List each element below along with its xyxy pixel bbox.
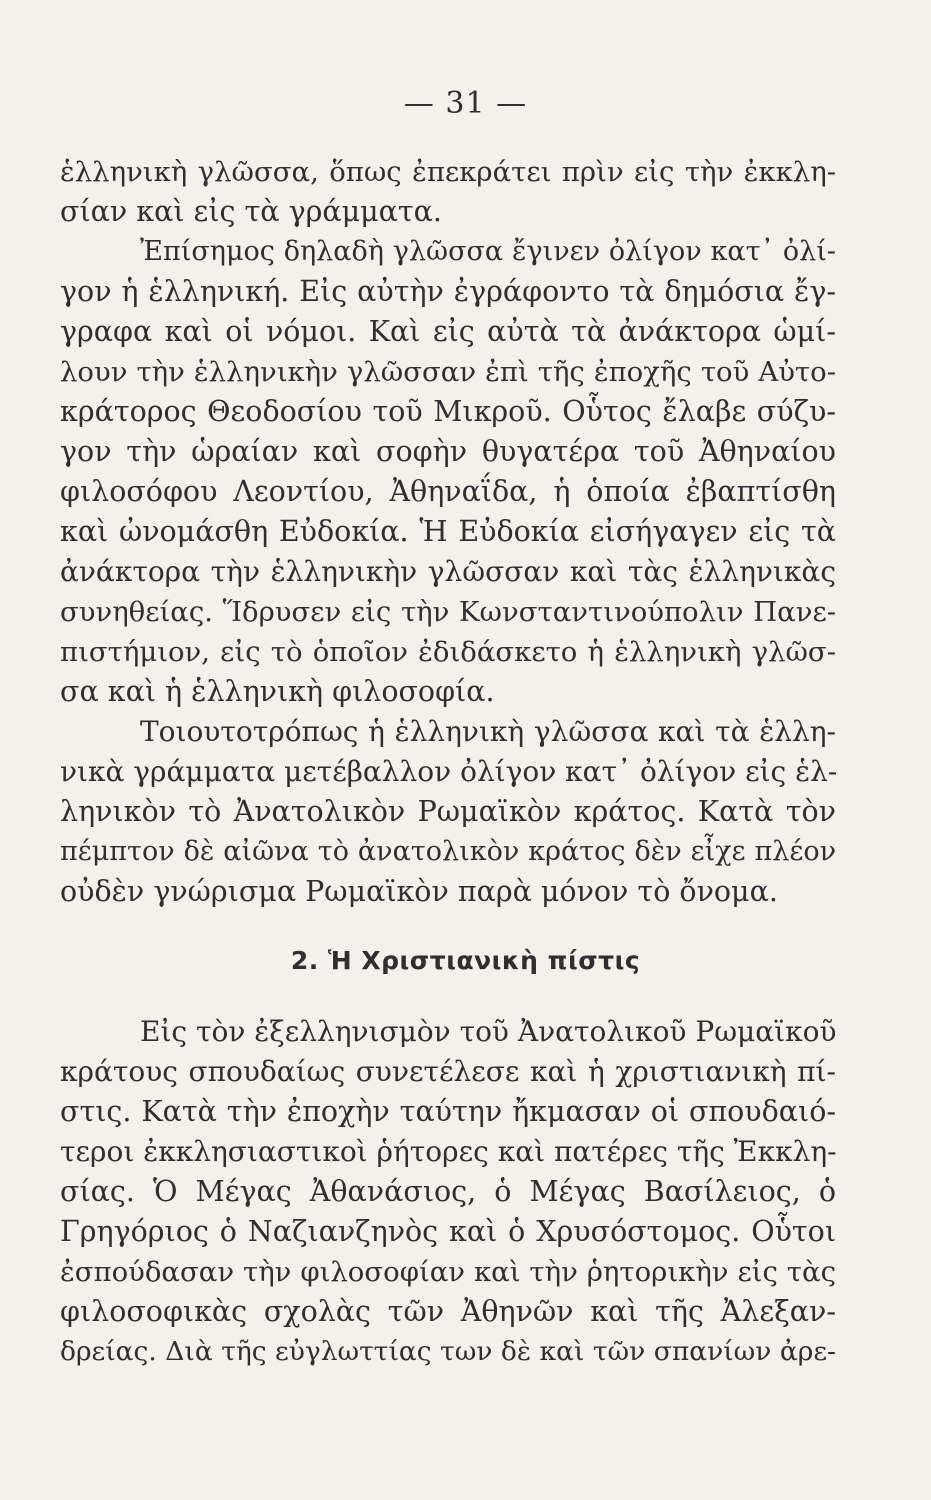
text-line: γον τὴν ὡραίαν καὶ σοφὴν θυγατέρα τοῦ Ἀθηναίου xyxy=(60,435,836,468)
text-line: Τοιουτοτρόπως ἡ ἑλληνικὴ γλῶσσα καὶ τὰ ἑλλη- xyxy=(140,715,836,748)
text-line: οὐδὲν γνώρισμα Ρωμαϊκὸν παρὰ μόνον τὸ ὄνομα. xyxy=(60,875,778,908)
page-number: — 31 — xyxy=(403,86,528,121)
text-line: ἐσπούδασαν τὴν φιλοσοφίαν καὶ τὴν ῥητορικὴν εἰς τὰς xyxy=(60,1256,836,1288)
text-line: καὶ ὠνομάσθη Εὐδοκία. Ἡ Εὐδοκία εἰσήγαγεν εἰς τὰ xyxy=(60,515,836,548)
text-line: σα καὶ ἡ ἑλληνικὴ φιλοσοφία. xyxy=(60,675,495,708)
text-line: γον ἡ ἑλληνική. Εἰς αὐτὴν ἐγράφοντο τὰ δημόσια ἔγ- xyxy=(60,275,836,308)
text-line: ἑλληνικὴ γλῶσσα, ὅπως ἐπεκράτει πρὶν εἰς τὴν ἐκκλη- xyxy=(60,156,836,188)
text-line: γραφα καὶ οἱ νόμοι. Καὶ εἰς αὐτὰ τὰ ἀνάκτορα ὡμί- xyxy=(60,315,836,348)
text-line: συνηθείας. Ἵδρυσεν εἰς τὴν Κωνσταντινούπολιν Πανε- xyxy=(60,596,836,628)
text-line: κράτους σπουδαίως συνετέλεσε καὶ ἡ χριστιανικὴ πί- xyxy=(60,1055,836,1088)
text-line: ληνικὸν τὸ Ἀνατολικὸν Ρωμαϊκὸν κράτος. Κατὰ τὸν xyxy=(60,795,836,828)
text-line: πιστήμιον, εἰς τὸ ὁποῖον ἐδιδάσκετο ἡ ἑλληνικὴ γλῶσ- xyxy=(60,636,836,668)
text-line: δρείας. Διὰ τῆς εὐγλωττίας των δὲ καὶ τῶν σπανίων ἀρε- xyxy=(60,1336,836,1367)
text-line: λουν τὴν ἑλληνικὴν γλῶσσαν ἐπὶ τῆς ἐποχῆς τοῦ Αὐτο- xyxy=(60,356,836,388)
text-line: πέμπτον δὲ αἰῶνα τὸ ἀνατολικὸν κράτος δὲν εἶχε πλέον xyxy=(60,836,836,867)
text-line: φιλοσοφικὰς σχολὰς τῶν Ἀθηνῶν καὶ τῆς Ἀλεξαν- xyxy=(60,1295,836,1328)
text-line: τεροι ἐκκλησιαστικοὶ ῥήτορες καὶ πατέρες τῆς Ἐκκλη- xyxy=(60,1135,837,1168)
section-heading: 2. Ἡ Χριστιανικὴ πίστις xyxy=(290,946,641,975)
text-line: Εἰς τὸν ἐξελληνισμὸν τοῦ Ἀνατολικοῦ Ρωμαϊκοῦ xyxy=(140,1015,837,1048)
text-line: ἀνάκτορα τὴν ἑλληνικὴν γλῶσσαν καὶ τὰς ἑλληνικὰς xyxy=(60,555,836,588)
text-line: σίας. Ὁ Μέγας Ἀθανάσιος, ὁ Μέγας Βασίλειος, ὁ xyxy=(60,1175,836,1208)
text-line: φιλοσόφου Λεοντίου, Ἀθηναΐδα, ἡ ὁποία ἐβαπτίσθη xyxy=(60,475,836,508)
text-line: στις. Κατὰ τὴν ἐποχὴν ταύτην ἤκμασαν οἱ σπουδαιό- xyxy=(60,1095,836,1128)
text-line: νικὰ γράμματα μετέβαλλον ὀλίγον κατ᾽ ὀλίγον εἰς ἑλ- xyxy=(60,755,838,788)
text-line: σίαν καὶ εἰς τὰ γράμματα. xyxy=(60,195,442,228)
text-line: Γρηγόριος ὁ Ναζιανζηνὸς καὶ ὁ Χρυσόστομος. Οὗτοι xyxy=(60,1215,836,1248)
text-line: Ἐπίσημος δηλαδὴ γλῶσσα ἔγινεν ὀλίγον κατ᾽ ὀλί- xyxy=(140,236,836,267)
text-line: κράτορος Θεοδοσίου τοῦ Μικροῦ. Οὗτος ἔλαβε σύζυ- xyxy=(60,395,836,428)
